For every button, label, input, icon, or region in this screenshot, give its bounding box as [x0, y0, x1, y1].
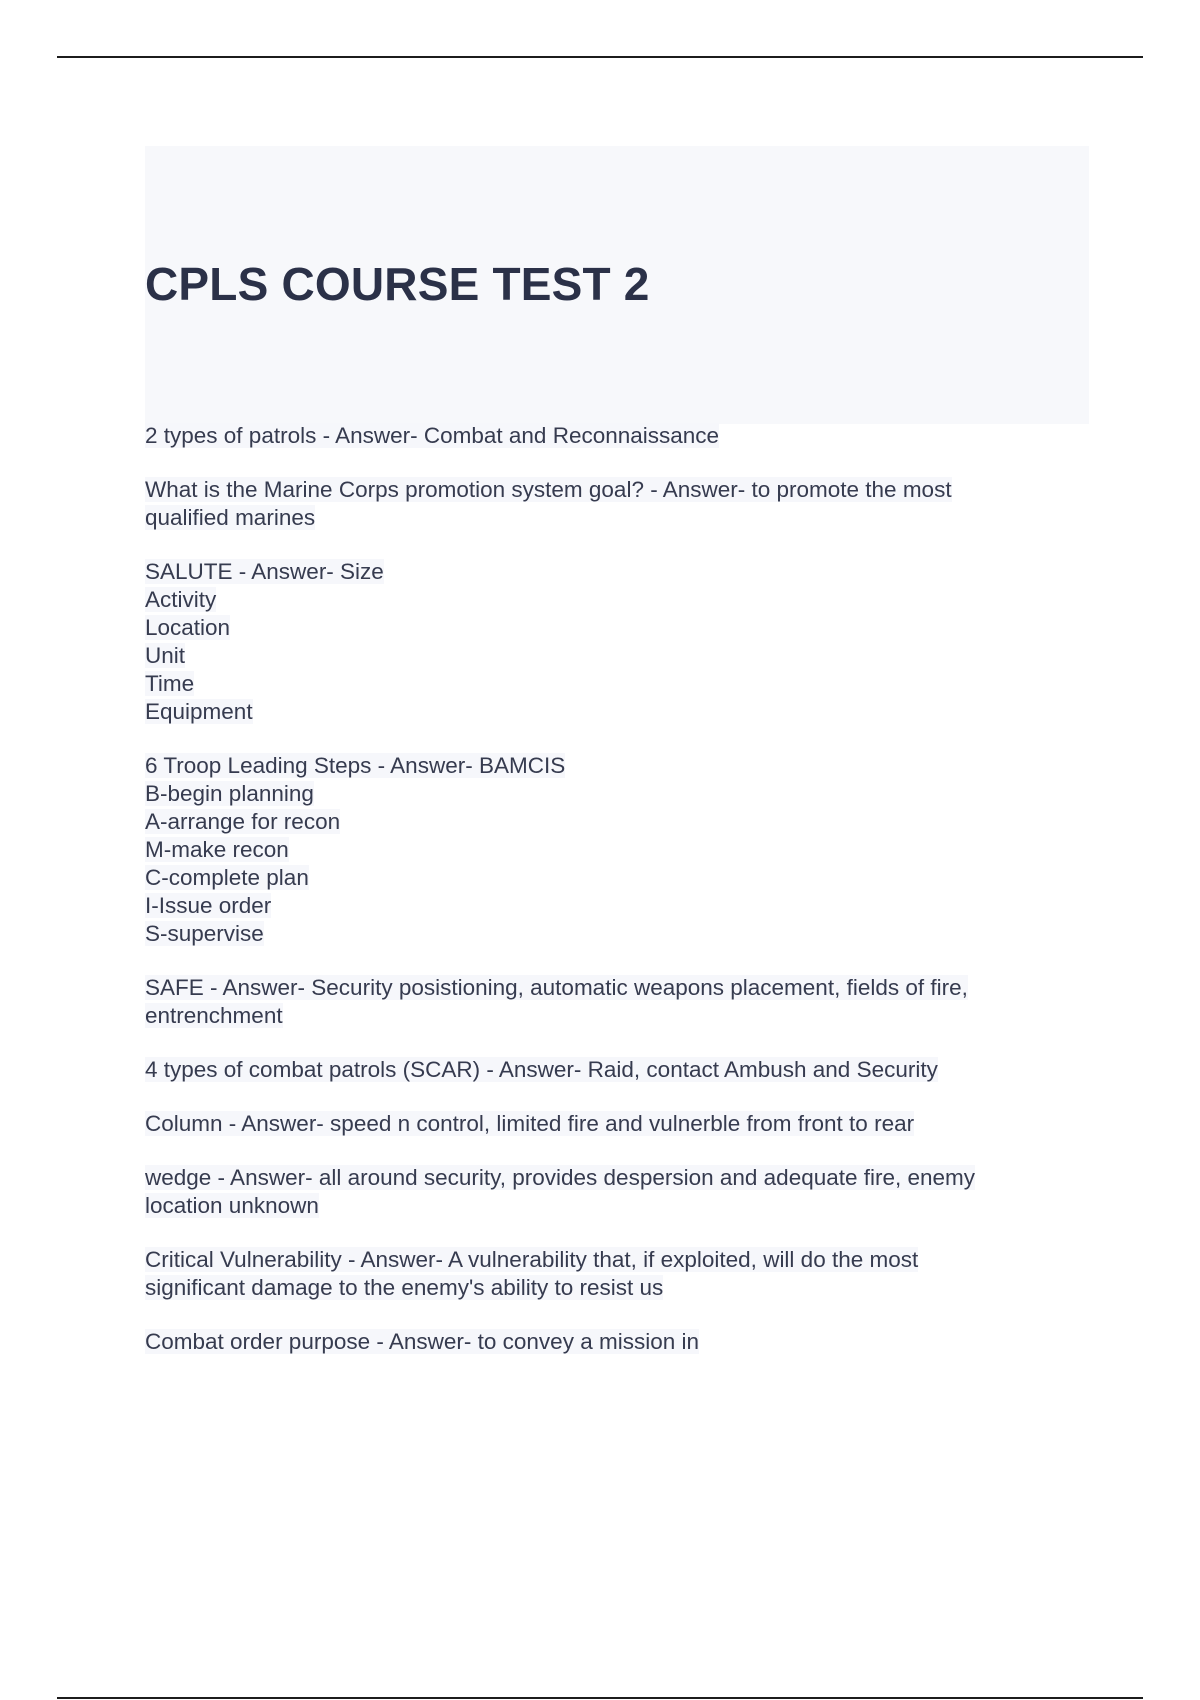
qa-item — [145, 752, 1065, 948]
footer-rule — [57, 1697, 1143, 1699]
qa-item — [145, 1246, 1065, 1302]
qa-line: Time — [145, 671, 195, 696]
qa-line: What is the Marine Corps promotion system goal? - Answer- to promote the most — [145, 477, 952, 502]
qa-line: significant damage to the enemy's ability to resist us — [145, 1275, 664, 1300]
qa-line: entrenchment — [145, 1003, 283, 1028]
qa-item — [145, 476, 1065, 532]
qa-line: Column - Answer- speed n control, limited fire and vulnerble from front to rear — [145, 1111, 915, 1136]
qa-item — [145, 1056, 1065, 1084]
qa-line: Combat order purpose - Answer- to convey a mission in — [145, 1329, 699, 1354]
qa-line: M-make recon — [145, 837, 289, 862]
qa-line: Equipment — [145, 699, 253, 724]
qa-line: I-Issue order — [145, 893, 272, 918]
qa-line: 4 types of combat patrols (SCAR) - Answer- Raid, contact Ambush and Security — [145, 1057, 938, 1082]
header-rule — [57, 56, 1143, 58]
qa-list — [145, 422, 1065, 1382]
qa-line: 2 types of patrols - Answer- Combat and Reconnaissance — [145, 423, 720, 448]
qa-line: C-complete plan — [145, 865, 309, 890]
qa-item — [145, 974, 1065, 1030]
qa-line: Critical Vulnerability - Answer- A vulnerability that, if exploited, will do the most — [145, 1247, 919, 1272]
qa-line: qualified marines — [145, 505, 316, 530]
qa-line: wedge - Answer- all around security, provides despersion and adequate fire, enemy — [145, 1165, 976, 1190]
qa-line: 6 Troop Leading Steps - Answer- BAMCIS — [145, 753, 566, 778]
qa-line: Location — [145, 615, 231, 640]
qa-item — [145, 1328, 1065, 1356]
qa-line: SALUTE - Answer- Size — [145, 559, 384, 584]
qa-item — [145, 1164, 1065, 1220]
qa-line: location unknown — [145, 1193, 319, 1218]
qa-line: A-arrange for recon — [145, 809, 341, 834]
qa-line: Unit — [145, 643, 186, 668]
qa-line: SAFE - Answer- Security posistioning, automatic weapons placement, fields of fire, — [145, 975, 968, 1000]
qa-item — [145, 558, 1065, 726]
qa-line: Activity — [145, 587, 217, 612]
document-title: CPLS COURSE TEST 2 — [145, 258, 650, 310]
qa-item — [145, 422, 1065, 450]
qa-line: S-supervise — [145, 921, 264, 946]
qa-line: B-begin planning — [145, 781, 314, 806]
qa-item — [145, 1110, 1065, 1138]
